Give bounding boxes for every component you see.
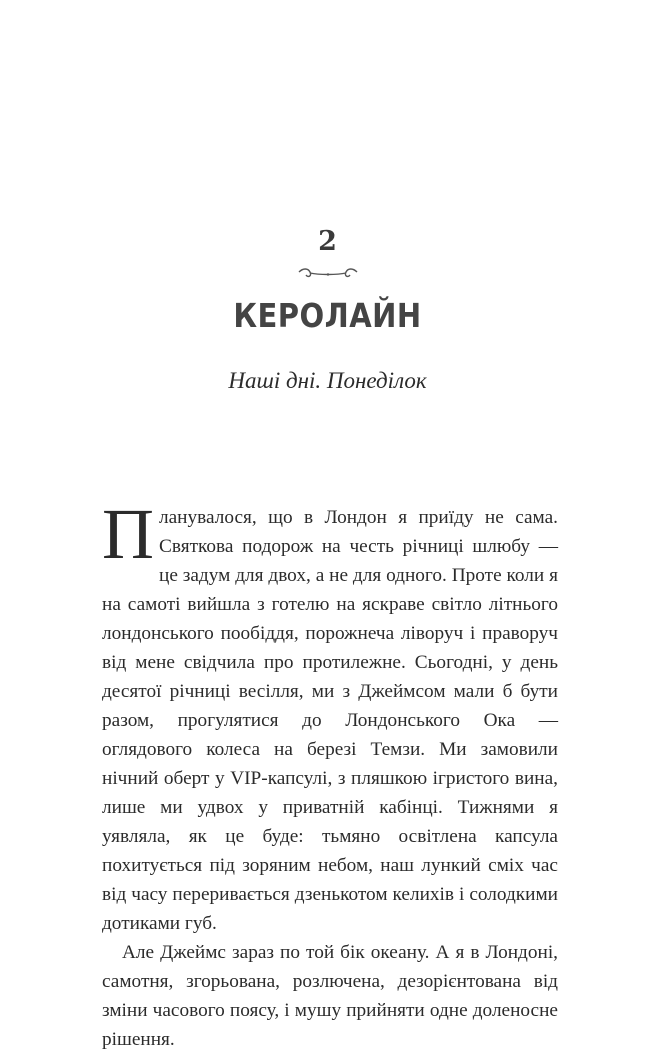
- chapter-subtitle: Наші дні. Понеділок: [228, 368, 427, 393]
- chapter-title: КЕРОЛАЙН: [233, 296, 422, 335]
- paragraph: [102, 494, 558, 938]
- flourish-ornament-icon: [297, 266, 359, 280]
- chapter-number: 2: [318, 226, 337, 257]
- body-text: [102, 494, 558, 1054]
- paragraph-text: ланувалося, що в Лондон я приїду не сама. Святкова подорож на честь річниці шлюбу — це задум для двох, а не для одного. Проте коли я на самоті вийшла з готелю на яскраве світло літнього лондонського пообіддя, порожнеча ліворуч і праворуч від мене свідчила про протилежне. Сьогодні, у день десятої річниці весілля, ми з Джеймсом мали б бути разом, прогулятися до Лондонського Ока — оглядового колеса на березі Темзи. Ми замовили нічний оберт у VIP-капсулі, з пляшкою ігристого вина, лише ми удвох у приватній кабінці. Тижнями я уявляла, як це буде: тьмяно освітлена капсула похитується під зоряним небом, наш лункий сміх час від часу переривається дзенькотом келихів і солодкими дотиками губ.: [102, 507, 558, 934]
- paragraph: Але Джеймс зараз по той бік океану. А я в Лондоні, самотня, згорьована, розлючена, дезорієнтована від зміни часового поясу, і мушу прийняти одне доленосне рішення.: [102, 942, 558, 1050]
- drop-cap: П: [102, 494, 154, 574]
